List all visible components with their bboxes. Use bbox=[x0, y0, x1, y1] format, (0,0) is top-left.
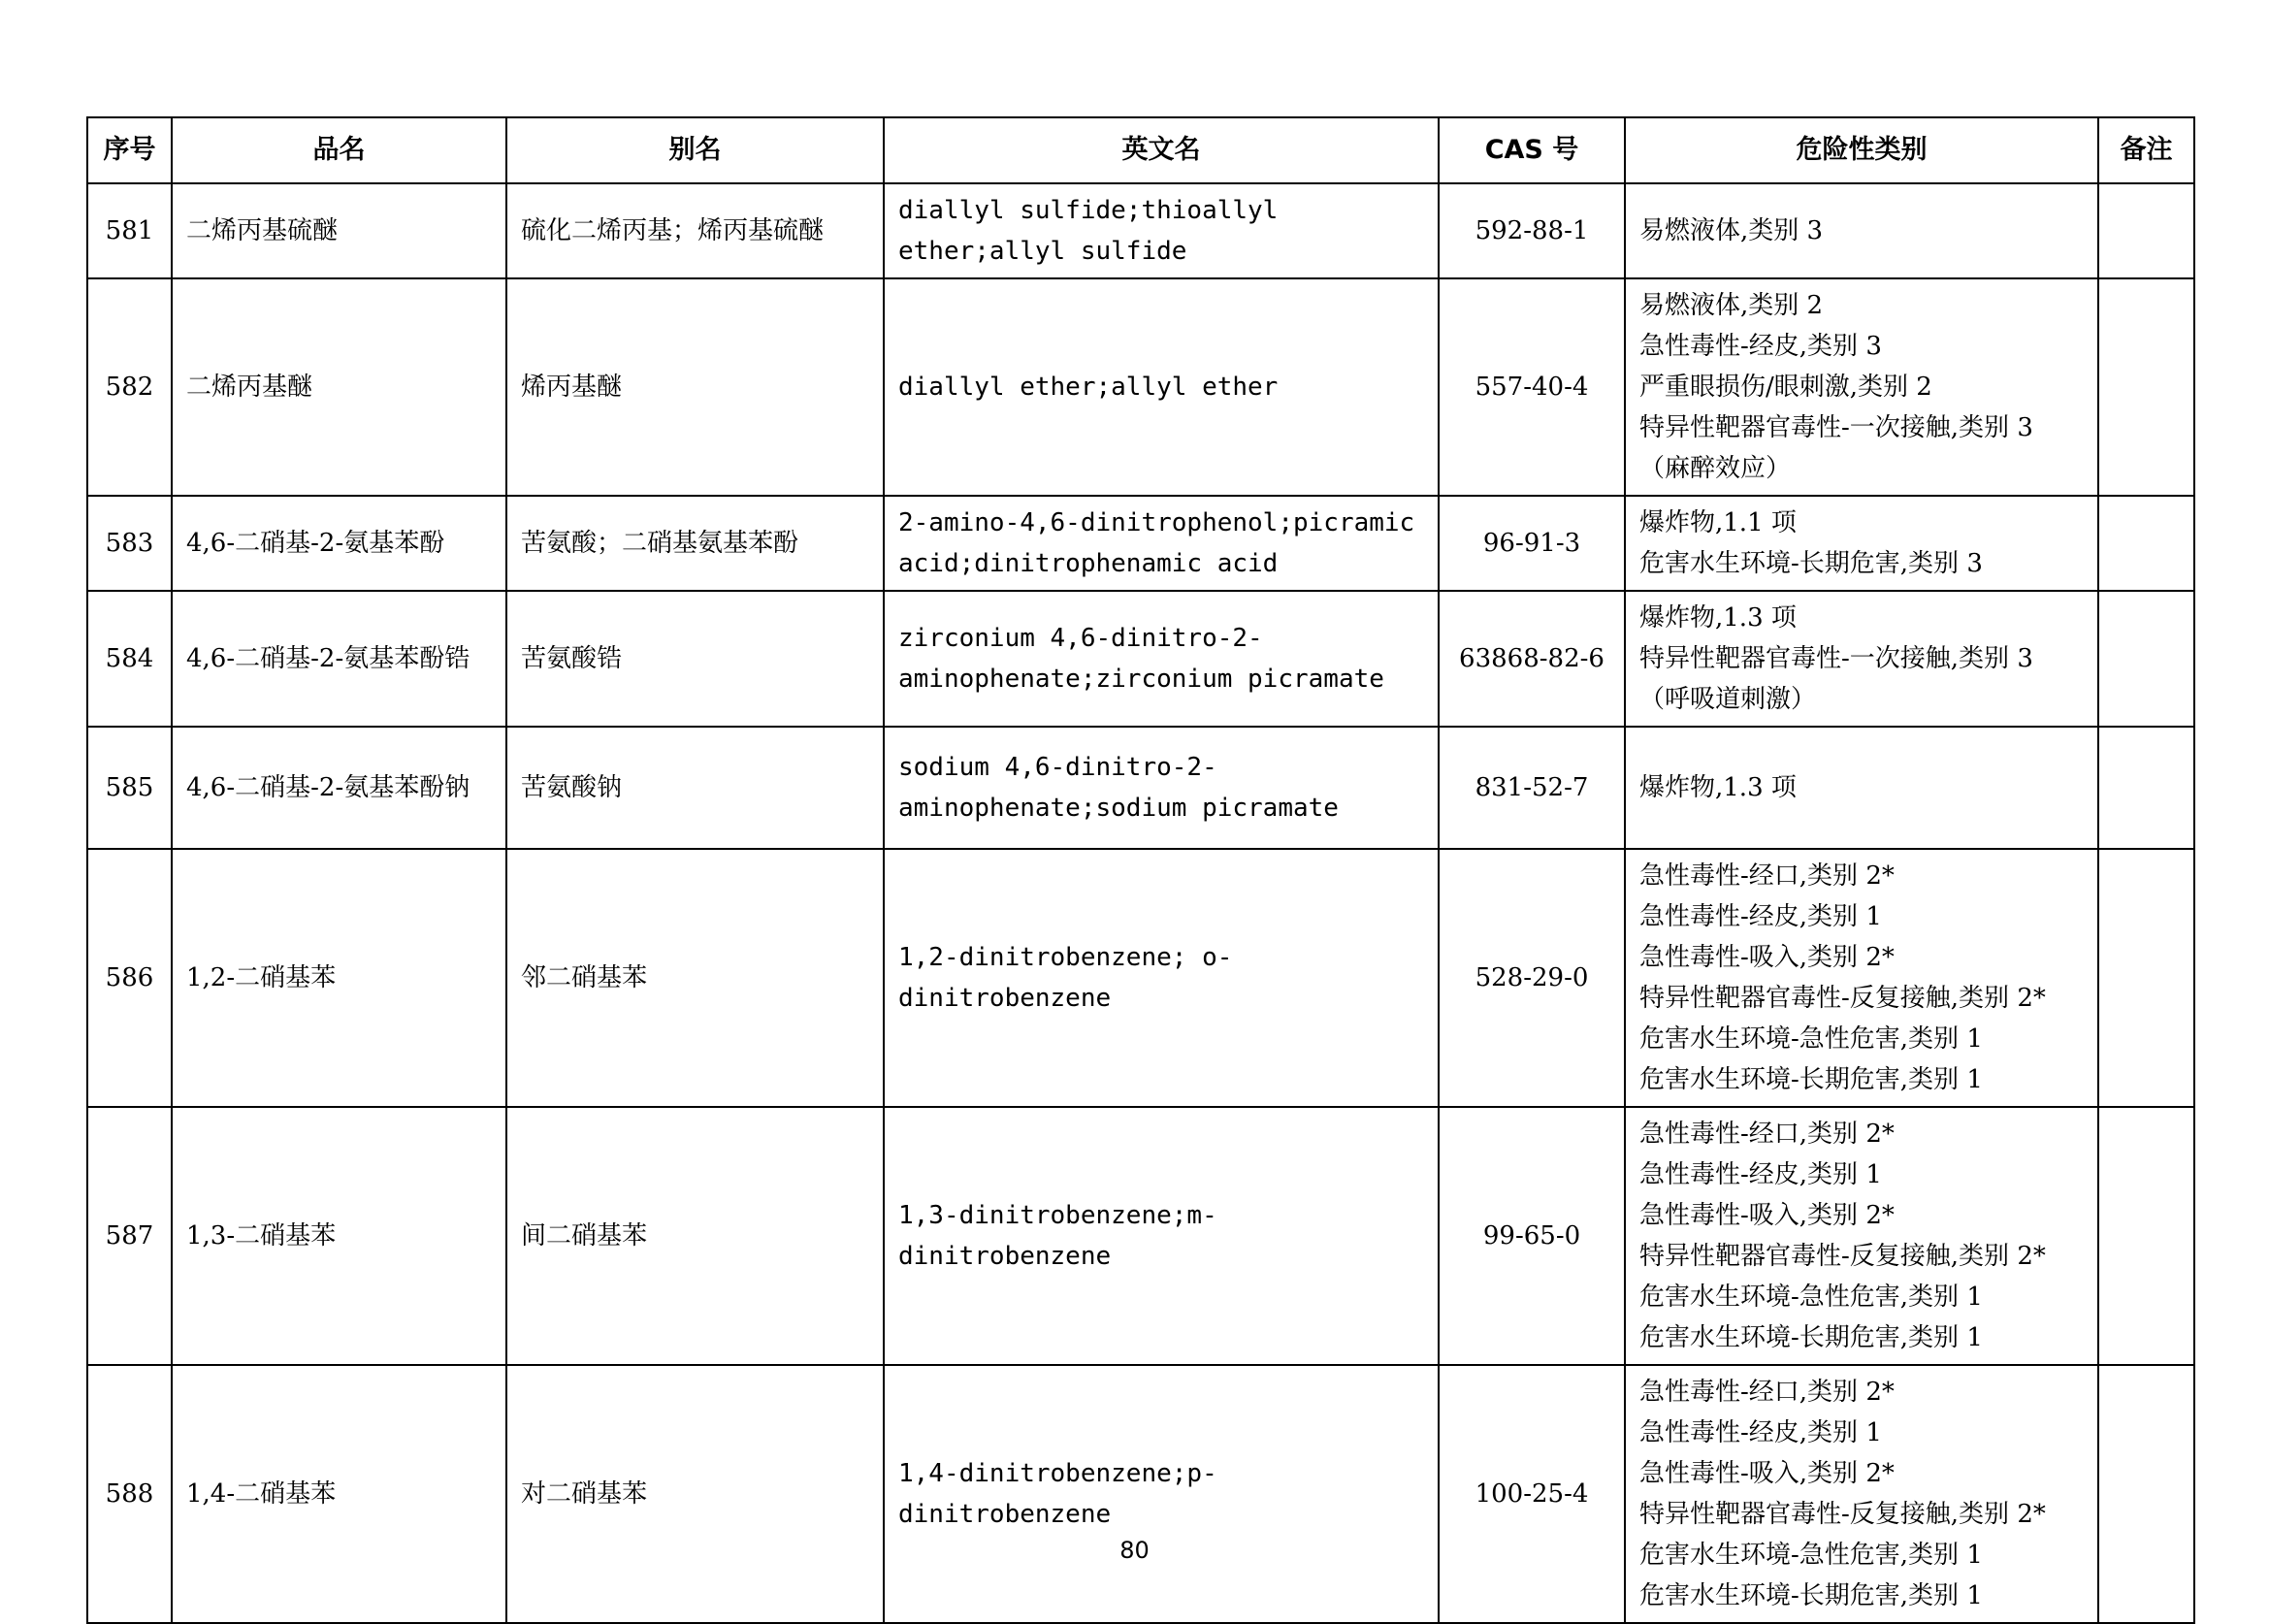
table-row bbox=[87, 727, 2194, 849]
cas-number: 557-40-4 bbox=[1439, 278, 1625, 496]
hazard-line: 危害水生环境-长期危害,类别 1 bbox=[1639, 1323, 1983, 1352]
english-name: diallyl ether;allyl ether bbox=[884, 278, 1439, 496]
header-alias: 别名 bbox=[506, 117, 884, 183]
note-cell bbox=[2098, 278, 2194, 496]
product-name: 4,6-二硝基-2-氨基苯酚锆 bbox=[172, 591, 506, 727]
cas-number: 96-91-3 bbox=[1439, 496, 1625, 591]
hazard-line: 危害水生环境-长期危害,类别 3 bbox=[1639, 549, 1983, 578]
row-number: 581 bbox=[87, 183, 172, 278]
product-name: 4,6-二硝基-2-氨基苯酚钠 bbox=[172, 727, 506, 849]
header-note: 备注 bbox=[2098, 117, 2194, 183]
english-name: 1,4-dinitrobenzene;p- dinitrobenzene bbox=[884, 1365, 1439, 1623]
cas-number: 63868-82-6 bbox=[1439, 591, 1625, 727]
hazard-line: 特异性靶器官毒性-反复接触,类别 2* bbox=[1639, 984, 2046, 1013]
hazard-line: 急性毒性-吸入,类别 2* bbox=[1639, 1459, 1895, 1488]
row-number: 584 bbox=[87, 591, 172, 727]
header-english: 英文名 bbox=[884, 117, 1439, 183]
header-row bbox=[87, 117, 2194, 183]
hazard-line: 危害水生环境-急性危害,类别 1 bbox=[1639, 1024, 1983, 1054]
hazard-line: 危害水生环境-长期危害,类别 1 bbox=[1639, 1581, 1983, 1610]
note-cell bbox=[2098, 183, 2194, 278]
hazard-line: 易燃液体,类别 2 bbox=[1639, 291, 1824, 320]
page-number: 80 bbox=[1119, 1537, 1150, 1564]
hazard-line: 特异性靶器官毒性-反复接触,类别 2* bbox=[1639, 1242, 2046, 1271]
header-num: 序号 bbox=[87, 117, 172, 183]
product-name: 1,4-二硝基苯 bbox=[172, 1365, 506, 1623]
row-number: 583 bbox=[87, 496, 172, 591]
alias-name: 苦氨酸钠 bbox=[506, 727, 884, 849]
hazard-line: 急性毒性-经口,类别 2* bbox=[1639, 1120, 1895, 1149]
hazard-line: 特异性靶器官毒性-反复接触,类别 2* bbox=[1639, 1500, 2046, 1529]
hazard-categories bbox=[1625, 278, 2098, 496]
table-row bbox=[87, 496, 2194, 591]
hazard-line: （麻醉效应） bbox=[1639, 454, 1792, 483]
product-name: 二烯丙基醚 bbox=[172, 278, 506, 496]
row-number: 588 bbox=[87, 1365, 172, 1623]
hazard-line: 急性毒性-经口,类别 2* bbox=[1639, 1378, 1895, 1407]
hazard-line: 急性毒性-经皮,类别 3 bbox=[1639, 332, 1882, 361]
cas-number: 100-25-4 bbox=[1439, 1365, 1625, 1623]
table-body bbox=[87, 183, 2194, 1623]
alias-name: 间二硝基苯 bbox=[506, 1107, 884, 1365]
english-name: zirconium 4,6-dinitro-2-aminophenate;zirconium picramate bbox=[884, 591, 1439, 727]
hazard-line: 危害水生环境-急性危害,类别 1 bbox=[1639, 1283, 1983, 1312]
english-name: diallyl sulfide;thioallyl ether;allyl sulfide bbox=[884, 183, 1439, 278]
table-row bbox=[87, 1365, 2194, 1623]
cas-number: 528-29-0 bbox=[1439, 849, 1625, 1107]
hazard-categories bbox=[1625, 496, 2098, 591]
row-number: 586 bbox=[87, 849, 172, 1107]
table-row bbox=[87, 849, 2194, 1107]
hazard-line: 急性毒性-经皮,类别 1 bbox=[1639, 1160, 1882, 1189]
hazard-line: 特异性靶器官毒性-一次接触,类别 3 bbox=[1639, 644, 2033, 673]
note-cell bbox=[2098, 591, 2194, 727]
chemical-table bbox=[86, 116, 2195, 1624]
hazard-line: 急性毒性-吸入,类别 2* bbox=[1639, 943, 1895, 972]
alias-name: 苦氨酸；二硝基氨基苯酚 bbox=[506, 496, 884, 591]
alias-name: 烯丙基醚 bbox=[506, 278, 884, 496]
row-number: 587 bbox=[87, 1107, 172, 1365]
hazard-line: 危害水生环境-急性危害,类别 1 bbox=[1639, 1541, 1983, 1570]
row-number: 582 bbox=[87, 278, 172, 496]
alias-name: 对二硝基苯 bbox=[506, 1365, 884, 1623]
english-name: sodium 4,6-dinitro-2-aminophenate;sodium picramate bbox=[884, 727, 1439, 849]
hazard-line: 急性毒性-吸入,类别 2* bbox=[1639, 1201, 1895, 1230]
note-cell bbox=[2098, 1107, 2194, 1365]
english-name: 1,2-dinitrobenzene; o-dinitrobenzene bbox=[884, 849, 1439, 1107]
hazard-line: 急性毒性-经口,类别 2* bbox=[1639, 861, 1895, 891]
hazard-categories bbox=[1625, 591, 2098, 727]
header-cas: CAS 号 bbox=[1439, 117, 1625, 183]
note-cell bbox=[2098, 496, 2194, 591]
hazard-line: 急性毒性-经皮,类别 1 bbox=[1639, 1418, 1882, 1447]
hazard-categories bbox=[1625, 849, 2098, 1107]
note-cell bbox=[2098, 1365, 2194, 1623]
product-name: 1,2-二硝基苯 bbox=[172, 849, 506, 1107]
hazard-line: 特异性靶器官毒性-一次接触,类别 3 bbox=[1639, 413, 2033, 442]
hazard-line: 危害水生环境-长期危害,类别 1 bbox=[1639, 1065, 1983, 1094]
note-cell bbox=[2098, 849, 2194, 1107]
alias-name: 邻二硝基苯 bbox=[506, 849, 884, 1107]
hazard-categories bbox=[1625, 1107, 2098, 1365]
product-name: 二烯丙基硫醚 bbox=[172, 183, 506, 278]
alias-name: 硫化二烯丙基；烯丙基硫醚 bbox=[506, 183, 884, 278]
english-name: 1,3-dinitrobenzene;m- dinitrobenzene bbox=[884, 1107, 1439, 1365]
note-cell bbox=[2098, 727, 2194, 849]
product-name: 1,3-二硝基苯 bbox=[172, 1107, 506, 1365]
row-number: 585 bbox=[87, 727, 172, 849]
hazard-line: 爆炸物,1.3 项 bbox=[1639, 603, 1797, 633]
product-name: 4,6-二硝基-2-氨基苯酚 bbox=[172, 496, 506, 591]
cas-number: 592-88-1 bbox=[1439, 183, 1625, 278]
alias-name: 苦氨酸锆 bbox=[506, 591, 884, 727]
hazard-categories bbox=[1625, 183, 2098, 278]
table-row bbox=[87, 183, 2194, 278]
hazard-categories bbox=[1625, 1365, 2098, 1623]
hazard-line: 易燃液体,类别 3 bbox=[1639, 216, 1824, 245]
table-row bbox=[87, 278, 2194, 496]
hazard-categories bbox=[1625, 727, 2098, 849]
english-name: 2-amino-4,6-dinitrophenol;picramic acid;dinitrophenamic acid bbox=[884, 496, 1439, 591]
hazard-line: 严重眼损伤/眼刺激,类别 2 bbox=[1639, 373, 1932, 402]
hazard-line: （呼吸道刺激） bbox=[1639, 685, 1817, 714]
cas-number: 99-65-0 bbox=[1439, 1107, 1625, 1365]
table-row bbox=[87, 1107, 2194, 1365]
table-row bbox=[87, 591, 2194, 727]
header-name: 品名 bbox=[172, 117, 506, 183]
hazard-line: 爆炸物,1.3 项 bbox=[1639, 773, 1797, 802]
cas-number: 831-52-7 bbox=[1439, 727, 1625, 849]
hazard-line: 急性毒性-经皮,类别 1 bbox=[1639, 902, 1882, 931]
header-hazard: 危险性类别 bbox=[1625, 117, 2098, 183]
hazard-line: 爆炸物,1.1 项 bbox=[1639, 508, 1797, 537]
